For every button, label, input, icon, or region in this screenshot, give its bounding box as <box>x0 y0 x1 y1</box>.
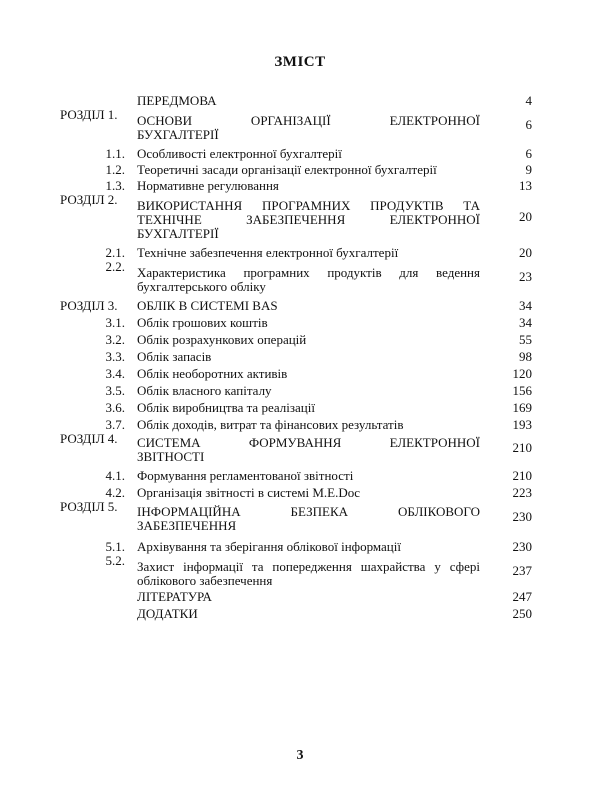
toc-entry-2-2 <box>60 260 532 294</box>
toc-entry-3-6 <box>60 398 532 415</box>
toc-title-cont: ЗАБЕЗПЕЧЕННЯ <box>137 518 237 533</box>
toc-label: 5.1. <box>105 539 125 554</box>
toc-title-cont: бухгалтерського обліку <box>137 279 266 294</box>
toc-entry-3-2 <box>60 330 532 347</box>
toc-title-block <box>137 560 492 588</box>
table-of-contents <box>60 92 532 621</box>
toc-page: 23 <box>519 269 532 284</box>
toc-title: Архівування та зберігання облікової інформації <box>137 539 401 554</box>
toc-label: 3.2. <box>105 332 125 347</box>
toc-title-block <box>137 266 492 294</box>
toc-label: 2.2. <box>105 259 125 274</box>
toc-label: 1.2. <box>105 162 125 177</box>
toc-title-block <box>137 114 492 142</box>
toc-title: ДОДАТКИ <box>137 606 198 621</box>
toc-title: ПЕРЕДМОВА <box>137 93 217 108</box>
toc-page: 13 <box>519 178 532 193</box>
toc-title-cont: ЗВІТНОСТІ <box>137 449 205 464</box>
toc-label: 3.4. <box>105 366 125 381</box>
toc-title: Організація звітності в системі M.E.Doc <box>137 485 361 500</box>
toc-label: 3.3. <box>105 349 125 364</box>
toc-entry-chapter-3 <box>60 294 532 313</box>
toc-entry-2-1 <box>60 241 532 260</box>
toc-entry-appendices <box>60 604 532 621</box>
toc-label: 1.3. <box>105 178 125 193</box>
toc-title: Особливості електронної бухгалтерії <box>137 146 342 161</box>
toc-label: РОЗДІЛ 5. <box>60 499 118 514</box>
toc-page: 120 <box>512 366 532 381</box>
toc-label: РОЗДІЛ 1. <box>60 107 118 122</box>
toc-entry-3-1 <box>60 313 532 330</box>
toc-title: Характеристика програмних продуктів для ведення <box>137 265 480 280</box>
toc-entry-3-3 <box>60 347 532 364</box>
toc-entry-4-2 <box>60 483 532 500</box>
toc-entry-preface <box>60 92 532 108</box>
toc-entry-chapter-1 <box>60 108 532 142</box>
toc-label: 3.1. <box>105 315 125 330</box>
toc-label: 2.1. <box>105 245 125 260</box>
toc-entry-5-1 <box>60 533 532 554</box>
toc-page: 210 <box>512 440 532 455</box>
toc-entry-5-2 <box>60 554 532 588</box>
toc-page: 20 <box>519 209 532 224</box>
toc-page: 250 <box>512 606 532 621</box>
toc-label: 4.1. <box>105 468 125 483</box>
page-number: 3 <box>296 748 304 763</box>
toc-title: Нормативне регулювання <box>137 178 279 193</box>
toc-label: 5.2. <box>105 553 125 568</box>
toc-page: 9 <box>525 162 532 177</box>
toc-entry-3-7 <box>60 415 532 432</box>
toc-label: РОЗДІЛ 2. <box>60 192 118 207</box>
toc-entry-chapter-4 <box>60 432 532 464</box>
toc-page: 223 <box>512 485 532 500</box>
toc-page: 55 <box>519 332 532 347</box>
toc-title: ЛІТЕРАТУРА <box>137 589 212 604</box>
toc-page: 193 <box>512 417 532 432</box>
toc-entry-literature <box>60 588 532 604</box>
toc-title: Облік доходів, витрат та фінансових результатів <box>137 417 404 432</box>
toc-title: Облік розрахункових операцій <box>137 332 307 347</box>
toc-page: 247 <box>512 589 532 604</box>
page-title: ЗМІСТ <box>274 54 326 70</box>
toc-title: Облік виробництва та реалізації <box>137 400 315 415</box>
toc-page: 169 <box>512 400 532 415</box>
toc-title-cont: ТЕХНІЧНЕ ЗАБЕЗПЕЧЕННЯ ЕЛЕКТРОННОЇ <box>137 212 480 227</box>
toc-title: Формування регламентованої звітності <box>137 468 354 483</box>
toc-label: 1.1. <box>105 146 125 161</box>
toc-label: РОЗДІЛ 3. <box>60 298 118 313</box>
toc-title: ІНФОРМАЦІЙНА БЕЗПЕКА ОБЛІКОВОГО <box>137 504 480 519</box>
toc-label: 4.2. <box>105 485 125 500</box>
toc-entry-chapter-5 <box>60 500 532 533</box>
toc-page: 237 <box>512 563 532 578</box>
toc-title-block <box>137 505 492 533</box>
toc-title: Облік грошових коштів <box>137 315 268 330</box>
toc-title: Облік власного капіталу <box>137 383 272 398</box>
toc-page: 230 <box>512 539 532 554</box>
toc-page: 210 <box>512 468 532 483</box>
toc-title: ОСНОВИ ОРГАНІЗАЦІЇ ЕЛЕКТРОННОЇ <box>137 113 480 128</box>
toc-entry-3-4 <box>60 364 532 381</box>
toc-label: 3.6. <box>105 400 125 415</box>
toc-title-block <box>137 436 492 464</box>
toc-title: Теоретичні засади організації електронної бухгалтерії <box>137 162 437 177</box>
toc-title-cont: облікового забезпечення <box>137 573 273 588</box>
toc-title-cont: БУХГАЛТЕРІЇ <box>137 127 219 142</box>
toc-label: 3.7. <box>105 417 125 432</box>
toc-page: 98 <box>519 349 532 364</box>
toc-page: 34 <box>519 298 532 313</box>
toc-title: ОБЛІК В СИСТЕМІ BAS <box>137 298 278 313</box>
toc-page: 230 <box>512 508 532 524</box>
toc-title-block <box>137 199 492 241</box>
toc-entry-1-3 <box>60 177 532 193</box>
toc-page: 156 <box>512 383 532 398</box>
toc-page: 4 <box>525 93 532 108</box>
toc-entry-1-2 <box>60 161 532 177</box>
toc-label: 3.5. <box>105 383 125 398</box>
toc-title: Захист інформації та попередження шахрайства у сфері <box>137 559 480 574</box>
toc-entry-1-1 <box>60 142 532 161</box>
toc-page: 6 <box>525 117 532 132</box>
toc-page: 34 <box>519 315 532 330</box>
toc-entry-3-5 <box>60 381 532 398</box>
toc-title-cont2: БУХГАЛТЕРІЇ <box>137 226 219 241</box>
toc-label: РОЗДІЛ 4. <box>60 431 118 446</box>
toc-title: ВИКОРИСТАННЯ ПРОГРАМНИХ ПРОДУКТІВ ТА <box>137 198 480 213</box>
toc-title: Облік необоротних активів <box>137 366 288 381</box>
toc-entry-chapter-2 <box>60 193 532 241</box>
toc-title: Технічне забезпечення електронної бухгалтерії <box>137 245 399 260</box>
toc-page: 6 <box>525 146 532 161</box>
toc-entry-4-1 <box>60 464 532 483</box>
toc-title: Облік запасів <box>137 349 212 364</box>
toc-title: СИСТЕМА ФОРМУВАННЯ ЕЛЕКТРОННОЇ <box>137 435 480 450</box>
toc-page: 20 <box>519 245 532 260</box>
